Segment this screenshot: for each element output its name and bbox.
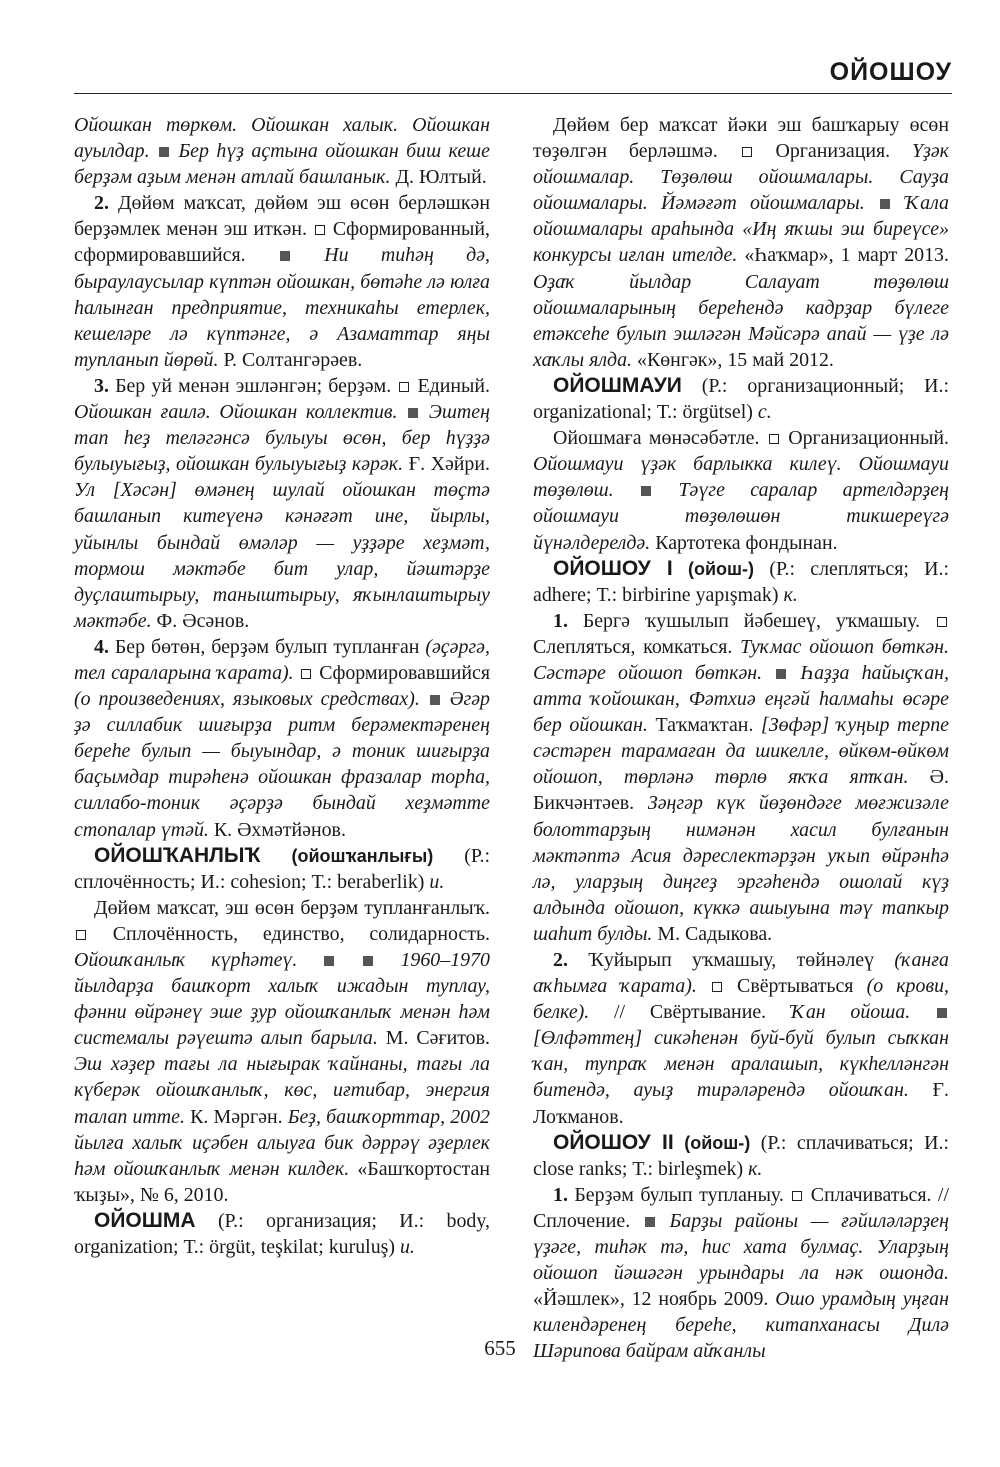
russian-marker-icon	[742, 147, 752, 157]
example-marker-icon	[159, 147, 169, 157]
source: Ф. Әсәнов.	[156, 609, 250, 632]
translations: (Р.: сплачиваться; И.: close ranks; Т.: birleşmek)	[533, 1131, 949, 1180]
headword: ОЙОШМА	[94, 1208, 196, 1232]
grammar-label: с.	[757, 401, 772, 424]
example-quote: Барҙы районы — ғәйиләләрҙең үҙәге, тиһәк тә, һис хата булмаҫ. Уларҙың ойошоп йәшәгән урындары ла нәк ошонда.	[533, 1209, 949, 1285]
sense-paragraph	[74, 190, 490, 373]
usage-note: (о произведениях, языковых средствах).	[74, 688, 420, 711]
source: «Йәшлек», 12 ноябрь 2009.	[533, 1288, 769, 1311]
russian-equivalent: Слепляться, комкаться.	[533, 635, 733, 658]
example-marker-icon	[324, 956, 334, 966]
headword-form: (ойош-)	[684, 1132, 751, 1153]
headword-form: (ойош-)	[688, 558, 755, 579]
translations: (Р.: организация; И.: body, organization; Т.: örgüt, teşkilat; kuruluş)	[74, 1209, 490, 1259]
sense-paragraph	[533, 608, 949, 947]
example-quote: Ни тиһәң дә, быраулаусылар күптән ойошкан, бөтәһе лә юлға һалынған предприятие, техникаһы етерлек, кешеләре лә күптәнге, ә Азаматтар яңы тупланып йөрөй.	[74, 244, 490, 371]
russian-marker-icon	[399, 382, 409, 392]
grammar-label: и.	[429, 870, 445, 893]
example-quote: Оҙаҡ йылдар Салауат төҙөлөш ойошмаларының береһендә кадрҙар бүлеге етәксеһе булып эшләгән Мәйсәрә апай — үҙе лә хаҡлы ялда.	[533, 270, 949, 371]
headword: ОЙОШОУ II	[553, 1130, 674, 1154]
illustration: Ойошмауи үҙәк барлыкка килеү. Ойошмауи төҙөлөш.	[533, 453, 949, 502]
russian-marker-icon	[769, 434, 779, 444]
russian-marker-icon	[315, 225, 325, 235]
source: Ғ. Хәйри.	[408, 453, 490, 476]
headword: ОЙОШҠАНЛЫҠ	[94, 843, 261, 867]
source: Картотека фондынан.	[655, 531, 838, 554]
headword-form: (ойошҡанлығы)	[291, 845, 434, 866]
russian-equivalent: Свёртываться	[737, 975, 854, 998]
example-marker-icon	[937, 1008, 947, 1018]
example-quote: Ул [Хәсән] өмәнең шулай ойошкан төҫтә башланып китеүенә кәнәғәт ине, йырлы, уйынлы бындай өмәләр — уҙҙәре хеҙмәт, тормош мәктәбе бит улар, йәштәрҙе дуҫлаштырыу, таныштырыу, яҡынлаштырыу мәктәбе.	[74, 479, 490, 632]
headword-entry	[533, 373, 949, 425]
derivative: // Свёртывание.	[614, 1001, 767, 1024]
illustration: Ойошкан төркөм. Ойошкан халык. Ойошкан ауылдар.	[74, 114, 490, 163]
definition: Дөйөм маҡсат, дөйөм эш өсөн берләшкән берҙәмлек менән эш иткән.	[74, 192, 490, 241]
example-quote: Һаҙҙа һайыҫҡан, атта ҡойошкан, Фәтхиә еңгәй һалмаһы өсәре бер ойошкан.	[533, 661, 949, 737]
example-quote: Зәңгәр күк йөҙөндәге мөғжизәле болоттарҙың нимәнән хасил булғанын мәктәптә Асия дәреслектәрҙән уҡып өйрәнһә лә, уларҙың диңгеҙ эргәһендә ошолай күҙ алдында ойошоп, күккә ашыуына тәү тапкыр шаһит булды.	[533, 792, 949, 945]
definition: Ойошмаға мөнәсәбәтле.	[553, 427, 760, 450]
illustration: Үҙәк ойошмалар. Төҙөлөш ойошмалары. Сауҙа ойошмалары. Йәмәғәт ойошмалары.	[533, 140, 949, 215]
russian-equivalent: Сформировавшийся	[319, 661, 490, 684]
sense-paragraph	[74, 373, 490, 634]
headword: ОЙОШМАУИ	[553, 373, 682, 397]
example-marker-icon	[641, 486, 651, 496]
illustration: Туҡмас ойошоп бөткән. Сәстәре ойошоп бөткән.	[533, 635, 949, 684]
example-quote: Бер һүҙ аҫтына ойошкан биш кеше берҙәм аҙым менән атлай башланык.	[74, 140, 490, 189]
source: «Көнгәк», 15 май 2012.	[637, 348, 834, 371]
sense-paragraph	[74, 634, 490, 843]
usage-note: (о крови, белке).	[533, 975, 949, 1024]
entry-paragraph	[74, 112, 490, 190]
headword-entry	[74, 1208, 490, 1260]
translations: (Р.: слепляться; И.: adhere; Т.: birbirine yapışmak)	[533, 557, 949, 606]
example-quote: 1960–1970 йылдарҙа башҡорт халыҡ ижадын туплау, фәнни өйрәнеү эше ҙур ойошҡанлыҡ менән һәм системалы рәүештә алып барыла.	[74, 949, 490, 1050]
usage-note: (әҫәргә, тел сараларына ҡарата).	[74, 635, 490, 684]
example-marker-icon	[776, 669, 786, 679]
source: Ә. Бикчәнтәев.	[533, 766, 949, 815]
left-column	[74, 112, 490, 1260]
example-quote: Тәүге саралар артелдәрҙең ойошмауи төҙөлөшөн тикшереүгә йүнәлдерелдә.	[533, 479, 949, 554]
illustration: Ойошкан ғаилә. Ойошкан коллектив.	[74, 401, 398, 424]
definition: Берҙәм булып тупланыу.	[574, 1183, 784, 1206]
illustration: Ҡан ойоша.	[790, 1001, 911, 1024]
example-quote: Ҡала ойошмалары араһында «Иң яҡшы эш биреүсе» конкурсы иғлан ителде.	[533, 192, 949, 267]
russian-equivalent: Сформированный, сформировавшийся.	[74, 218, 490, 267]
example-quote: [Зөфәр] ҡуңыр терпе сәстәрен тарамаған да шикелле, өйкөм-өйкөм ойошоп, төрләнә төрлө яҡҡа ятҡан.	[533, 714, 949, 789]
example-marker-icon	[645, 1217, 655, 1227]
translations: (Р.: сплочённость; И.: cohesion; Т.: beraberlik)	[74, 844, 490, 893]
example-marker-icon	[880, 199, 890, 209]
example-quote: Эштең тап һеҙ теләгәнсә булыуы өсөн, бер һүҙҙә булыуығыҙ, ойошкан булыуығыҙ кәрәк.	[74, 401, 490, 476]
headword: ОЙОШОУ I	[553, 556, 673, 580]
grammar-label: и.	[399, 1236, 415, 1259]
source: М. Садыкова.	[657, 922, 773, 945]
russian-equivalent: Сплачиваться. // Сплочение.	[533, 1183, 949, 1232]
source: «Һаҡмар», 1 март 2013.	[744, 244, 949, 267]
headword-entry	[74, 843, 490, 895]
example-quote: Әгәр ҙә силлабик шиғырҙа ритм берәмектәренең береһе булып — быуындар, ә тоник шиғырҙа баҫымдар тирәһенә ойошкан фразалар торһа, силлабо-тоник әҫәрҙә бындай хеҙмәтте стопалар үтәй.	[74, 688, 490, 841]
right-column	[533, 112, 949, 1365]
source: М. Сәғитов.	[385, 1027, 490, 1050]
sense-number: 4.	[94, 635, 109, 658]
source: Ғ. Лоҡманов.	[533, 1079, 949, 1128]
sense-number: 2.	[553, 949, 568, 971]
definition: Бер уй менән эшләнгән; берҙәм.	[115, 374, 392, 397]
source: Таҡмаҡтан.	[655, 714, 754, 737]
source: К. Мәргән.	[190, 1105, 283, 1128]
definition: Дөйөм бер маҡсат йәки эш башҡарыу өсөн төҙөлгән берләшмә.	[533, 114, 949, 163]
illustration: Ойошҡанлыҡ күрһәтеү.	[74, 949, 298, 971]
russian-marker-icon	[76, 930, 86, 940]
usage-note: (ҡанға аҡһымға ҡарата).	[533, 949, 949, 998]
example-quote: Ошо урамдың уңған килендәренең береһе, китапханасы Дилә Шәрипова байрам айҡанлы	[533, 1288, 949, 1363]
running-head: ОЙОШОУ	[829, 58, 952, 86]
page-number: 655	[484, 1336, 516, 1360]
headword-entry	[533, 1130, 949, 1182]
definition: Дөйөм маҡсат, эш өсөн берҙәм тупланғанлыҡ.	[94, 896, 490, 919]
sense-paragraph	[533, 425, 949, 555]
source: Р. Солтангәрәев.	[223, 348, 363, 371]
source: Д. Юлтый.	[395, 166, 487, 189]
example-marker-icon	[280, 251, 290, 261]
russian-equivalent: Организация.	[775, 140, 891, 163]
sense-paragraph	[533, 947, 949, 1130]
source: «Башҡортостан ҡыҙы», № 6, 2010.	[74, 1157, 490, 1206]
translations: (Р.: организационный; И.: organizational; Т.: örgütsel)	[533, 374, 949, 424]
russian-marker-icon	[937, 617, 947, 627]
example-marker-icon	[363, 956, 373, 966]
grammar-label: к.	[748, 1157, 763, 1180]
header-rule	[74, 93, 952, 94]
russian-equivalent: Организационный.	[788, 427, 949, 450]
russian-marker-icon	[301, 669, 311, 679]
definition: Бергә ҡушылып йәбешеү, уҡмашыу.	[582, 609, 921, 632]
russian-equivalent: Единый.	[417, 374, 491, 397]
sense-number: 2.	[94, 192, 109, 215]
russian-equivalent: Сплочённость, единство, солидарность.	[112, 922, 490, 945]
example-marker-icon	[408, 408, 418, 418]
sense-paragraph	[74, 895, 490, 1208]
definition: Ҡуйырып уҡмашыу, төйнәлеү	[588, 949, 875, 971]
grammar-label: к.	[783, 583, 798, 606]
sense-number: 1.	[553, 609, 568, 632]
example-quote: [Өлфәттең] сикәһенән буй-буй булып сыҡкан ҡан, тупраҡ менән аралашып, күкһелләнгән битендә, ауыҙ тирәләрендә ойошҡан.	[533, 1027, 949, 1102]
definition: Бер бөтөн, берҙәм булып тупланған	[114, 635, 420, 658]
sense-number: 1.	[553, 1183, 568, 1206]
example-quote: Беҙ, башҡорттар, 2002 йылға халыҡ иҫәбен алыуға бик дәррәү әҙерлек һәм ойошҡанлыҡ менән килдек.	[74, 1105, 490, 1180]
source: К. Әхмәтйәнов.	[213, 818, 346, 841]
headword-entry	[533, 556, 949, 608]
example-marker-icon	[430, 695, 440, 705]
sense-number: 3.	[94, 374, 109, 397]
russian-marker-icon	[792, 1191, 802, 1201]
example-quote: Эш хәҙер тағы ла нығырак ҡайнаны, тағы ла күберәк ойошҡанлыҡ, көс, иғтибар, энергия талап итте.	[74, 1053, 490, 1128]
russian-marker-icon	[712, 982, 722, 992]
sense-paragraph	[533, 112, 949, 373]
